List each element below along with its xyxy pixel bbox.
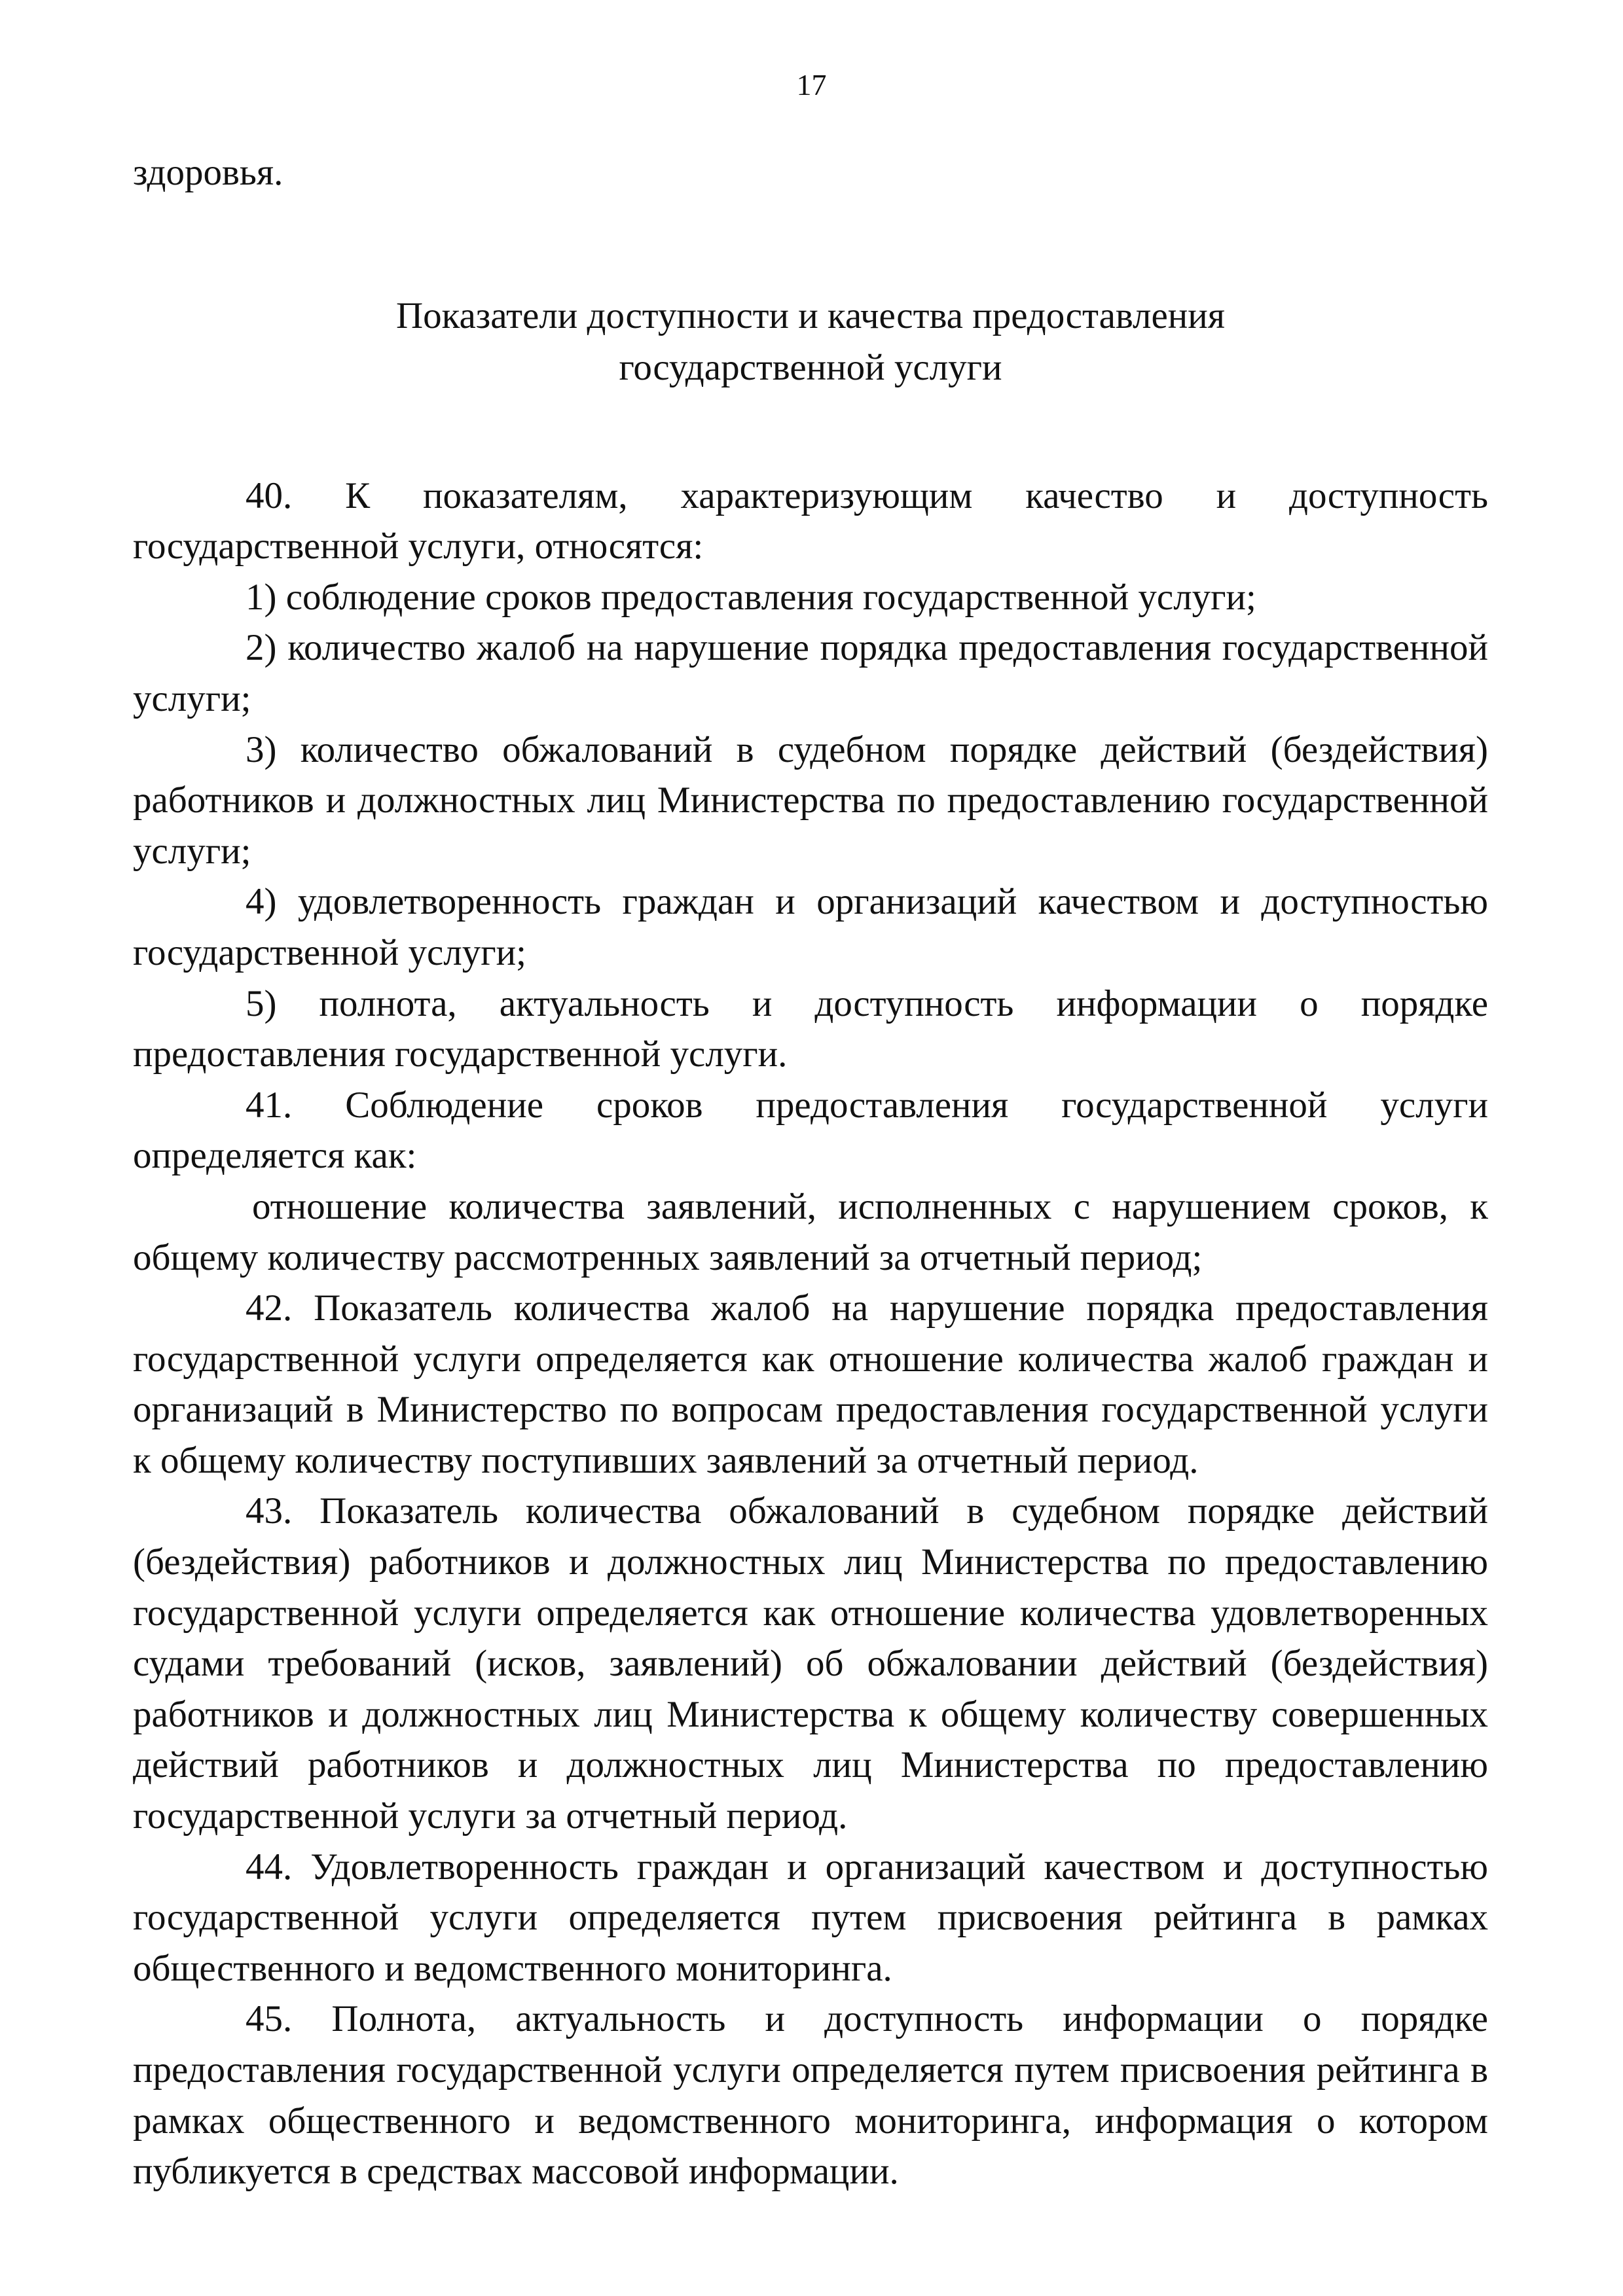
list-item-40-2: 2) количество жалоб на нарушение порядка предоставления государственной услуги; (133, 627, 1488, 719)
list-item-40-1: 1) соблюдение сроков предоставления государственной услуги; (246, 576, 1256, 618)
section-heading-line-2: государственной услуги (619, 346, 1002, 388)
page-number: 17 (796, 68, 827, 101)
section-heading-line-1: Показатели доступности и качества предоставления (395, 295, 1226, 336)
paragraph-41-definition: отношение количества заявлений, исполненных с нарушением сроков, к общему количеству рассмотренных заявлений за отчетный период; (133, 1185, 1488, 1278)
paragraph-43: 43. Показатель количества обжалований в судебном порядке действий (бездействия) работников и должностных лиц Министерства по предоставлению государственной услуги определяется как отношение количества удовлетворенных судами требований (исков, заявлений) об обжаловании действий (бездействия) работников и должностных лиц Министерства к общему количеству совершенных действий работников и должностных лиц Министерства по предоставлению государственной услуги за отчетный период. (133, 1490, 1488, 1837)
continuation-text: здоровья. (133, 152, 283, 193)
document-body (133, 147, 1488, 2197)
paragraph-42: 42. Показатель количества жалоб на нарушение порядка предоставления государственной услуги определяется как отношение количества жалоб граждан и организаций в Министерство по вопросам предоставления государственной услуги к общему количеству поступивших заявлений за отчетный период. (133, 1287, 1488, 1481)
list-item-40-3: 3) количество обжалований в судебном порядке действий (бездействия) работников и должностных лиц Министерства по предоставлению государственной услуги; (133, 728, 1488, 872)
paragraph-44: 44. Удовлетворенность граждан и организаций качеством и доступностью государственной услуги определяется путем присвоения рейтинга в рамках общественного и ведомственного мониторинга. (133, 1846, 1488, 1989)
paragraph-40: 40. К показателям, характеризующим качество и доступность государственной услуги, относятся: (133, 475, 1488, 567)
paragraph-45: 45. Полнота, актуальность и доступность информации о порядке предоставления государственной услуги определяется путем присвоения рейтинга в рамках общественного и ведомственного мониторинга, информация о котором публикуется в средствах массовой информации. (133, 1998, 1488, 2193)
list-item-40-5: 5) полнота, актуальность и доступность информации о порядке предоставления государственной услуги. (133, 982, 1488, 1075)
paragraph-41: 41. Соблюдение сроков предоставления государственной услуги определяется как: (133, 1084, 1488, 1177)
list-item-40-4: 4) удовлетворенность граждан и организаций качеством и доступностью государственной услуги; (133, 881, 1488, 973)
section-heading (133, 290, 1488, 393)
